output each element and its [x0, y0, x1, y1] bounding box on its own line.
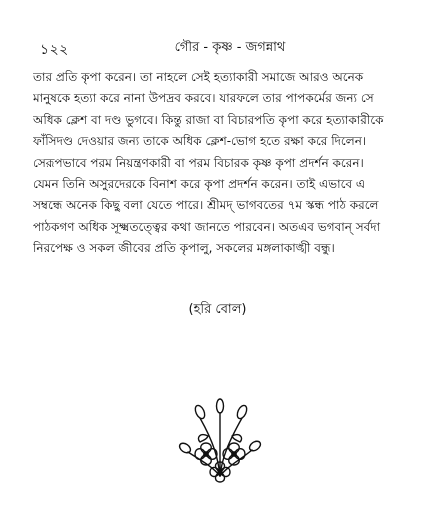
- text-line: নিরপেক্ষ ও সকল জীবের প্রতি কৃপালু, সকলের মঙ্গলাকাঙ্খী বন্ধু।: [33, 241, 335, 256]
- text-line: মানুষকে হত্যা করে নানা উপদ্রব করবে। যারফলে তার পাপকর্মের জন্য সে: [33, 91, 374, 106]
- text-line: তার প্রতি কৃপা করেন। তা নাহলে সেই হত্যাকারী সমাজে আরও অনেক: [33, 70, 364, 84]
- text-line: অধিক ক্লেশ বা দণ্ড ভুগবে। কিন্তু রাজা বা বিচারপতি কৃপা করে হত্যাকারীকে: [33, 112, 384, 127]
- closing-chant: (হরি বোল): [188, 302, 247, 317]
- text-line: যেমন তিনি অসুরদেরকে বিনাশ করে কৃপা প্রদর্শন করেন। তাই এভাবে এ: [33, 177, 366, 192]
- text-line: সম্বন্ধে অনেক কিছু বলা যেতে পারে। শ্রীমদ্ ভাগবতের ৭ম স্কন্ধ পাঠ করলে: [33, 198, 379, 213]
- body-paragraph: [33, 67, 408, 260]
- text-line: সেরূপভাবে পরম নিয়ন্ত্রণকারী বা পরম বিচারক কৃষ্ণ কৃপা প্রদর্শন করেন।: [33, 155, 364, 170]
- text-line: পাঠকগণ অধিক সূক্ষ্মতত্ত্বের কথা জানতে পারবেন। অতএব ভগবান্ সর্বদা: [33, 219, 381, 234]
- text-line: ফাঁসিদণ্ড দেওয়ার জন্য তাকে অধিক ক্লেশ-ভোগ হতে রক্ষা করে দিলেন।: [33, 134, 367, 149]
- running-title: গৌর - কৃষ্ণ - জগন্নাথ: [174, 40, 286, 55]
- page-number: ১২২: [40, 42, 69, 58]
- flower-bouquet-icon: [170, 388, 270, 488]
